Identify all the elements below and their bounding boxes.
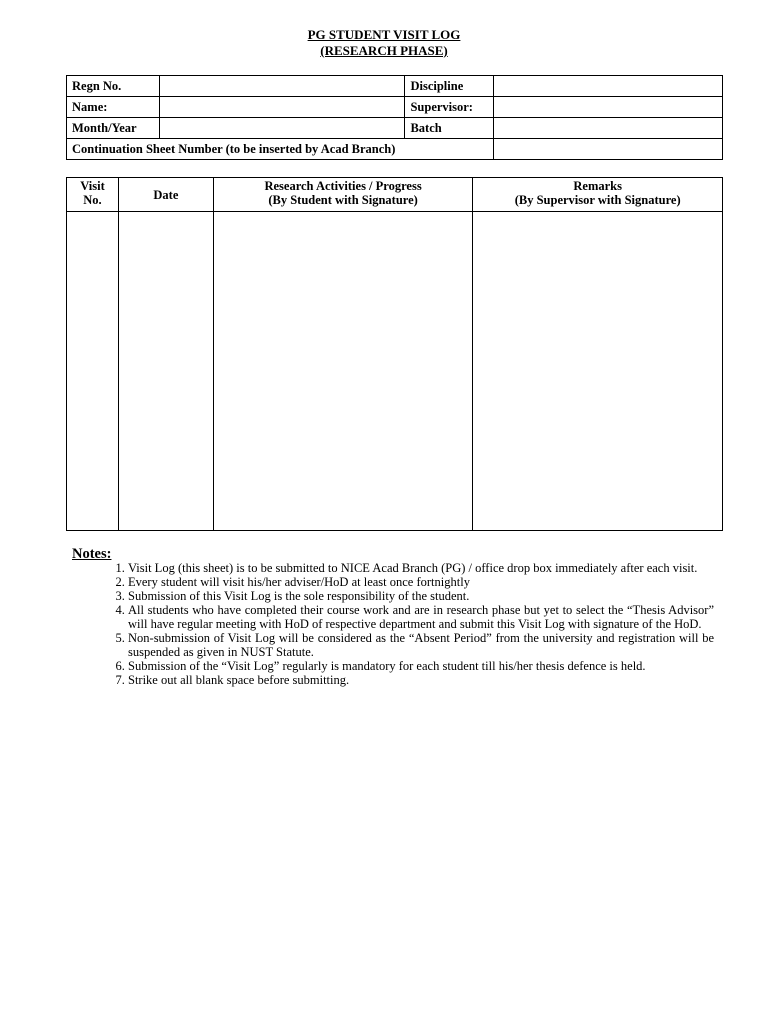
visit-log-body-row <box>67 212 723 531</box>
info-row-continuation <box>67 139 723 160</box>
title-line-1: PG STUDENT VISIT LOG <box>307 27 461 42</box>
info-row-month <box>67 118 723 139</box>
student-info-table <box>66 75 723 160</box>
supervisor-field[interactable] <box>494 97 723 118</box>
visit-log-header-row <box>67 178 723 212</box>
note-item: 7. Strike out all blank space before submitting. <box>128 673 714 687</box>
visit-no-header <box>67 178 119 212</box>
research-header-line1: Research Activities / Progress <box>264 179 422 193</box>
continuation-label: Continuation Sheet Number (to be inserted by Acad Branch) <box>67 139 494 160</box>
research-activities-header <box>213 178 473 212</box>
batch-label: Batch <box>405 118 494 139</box>
regn-no-label: Regn No. <box>67 76 160 97</box>
note-item: 1. Visit Log (this sheet) is to be submitted to NICE Acad Branch (PG) / office drop box immediately after each visit. <box>128 561 714 575</box>
document-title <box>0 27 768 59</box>
info-row-regn <box>67 76 723 97</box>
month-year-field[interactable] <box>159 118 405 139</box>
notes-heading: Notes: <box>72 546 112 562</box>
note-item: 2. Every student will visit his/her adviser/HoD at least once fortnightly <box>128 575 714 589</box>
title-line-2: (RESEARCH PHASE) <box>320 43 448 58</box>
note-item: 5. Non-submission of Visit Log will be considered as the “Absent Period” from the university and registration will be suspended as given in NUST Statute. <box>128 631 714 659</box>
info-row-name <box>67 97 723 118</box>
name-label: Name: <box>67 97 160 118</box>
note-item: 4. All students who have completed their course work and are in research phase but yet to select the “Thesis Advisor” will have regular meeting with HoD of respective department and submit this Visit Log with signature of the HoD. <box>128 603 714 631</box>
regn-no-field[interactable] <box>159 76 405 97</box>
note-item: 3. Submission of this Visit Log is the sole responsibility of the student. <box>128 589 714 603</box>
visit-log-table <box>66 177 723 531</box>
notes-section <box>72 545 714 687</box>
research-header-line2: (By Student with Signature) <box>268 193 418 207</box>
notes-list <box>72 561 714 687</box>
supervisor-label: Supervisor: <box>405 97 494 118</box>
name-field[interactable] <box>159 97 405 118</box>
remarks-header-line1: Remarks <box>573 179 622 193</box>
continuation-field[interactable] <box>494 139 723 160</box>
batch-field[interactable] <box>494 118 723 139</box>
remarks-header-line2: (By Supervisor with Signature) <box>514 193 681 207</box>
note-item: 6. Submission of the “Visit Log” regularly is mandatory for each student till his/her thesis defence is held. <box>128 659 714 673</box>
visit-no-header-line2: No. <box>83 193 102 207</box>
date-header: Date <box>118 178 213 212</box>
month-year-label: Month/Year <box>67 118 160 139</box>
research-activities-cell[interactable] <box>213 212 473 531</box>
discipline-label: Discipline <box>405 76 494 97</box>
visit-no-header-line1: Visit <box>80 179 105 193</box>
remarks-header <box>473 178 723 212</box>
remarks-cell[interactable] <box>473 212 723 531</box>
date-cell[interactable] <box>118 212 213 531</box>
visit-no-cell[interactable] <box>67 212 119 531</box>
discipline-field[interactable] <box>494 76 723 97</box>
